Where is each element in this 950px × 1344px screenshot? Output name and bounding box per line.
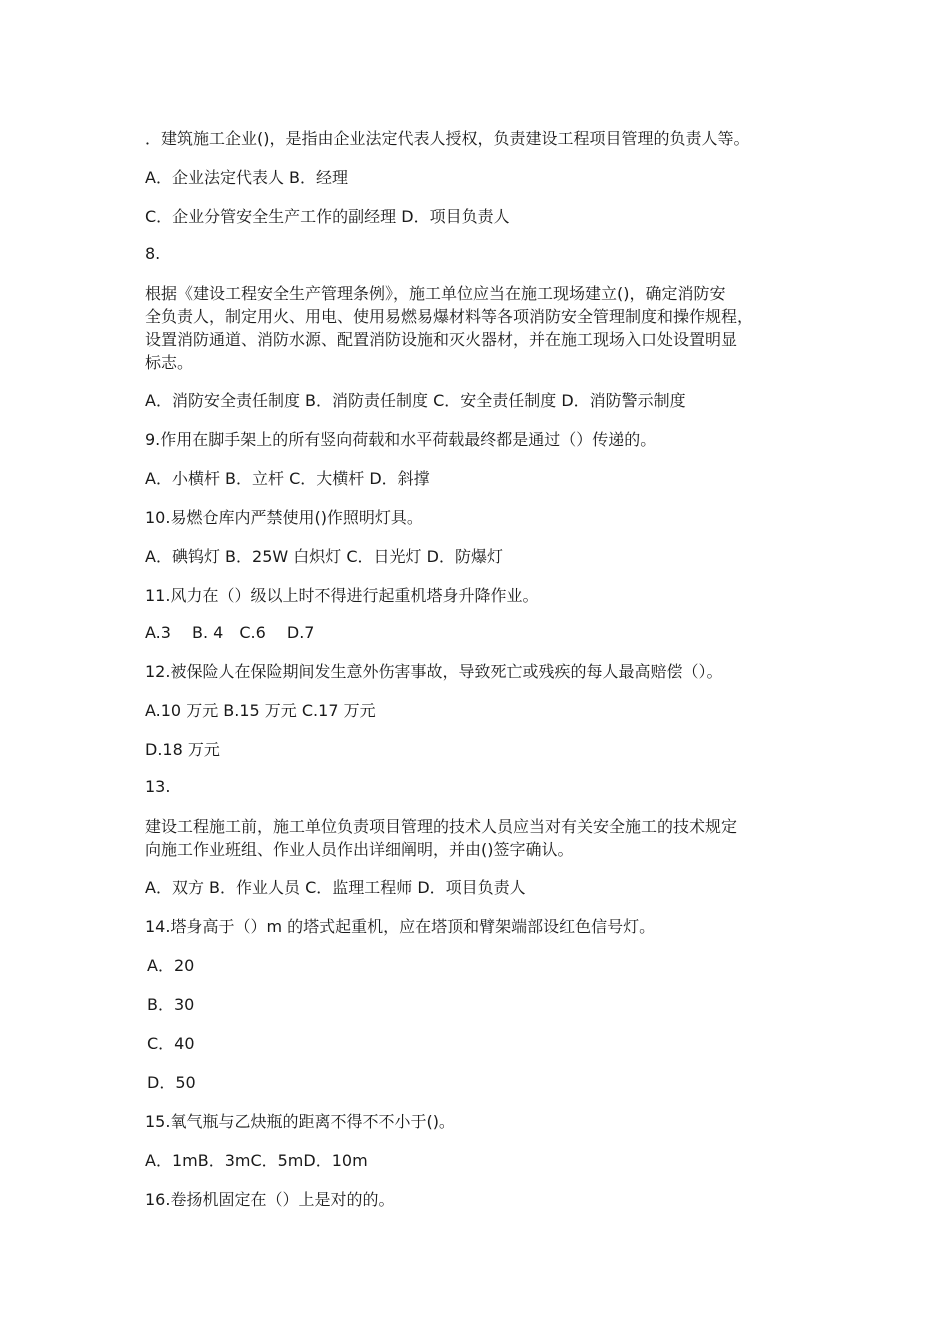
question-8-line-2: 全负责人，制定用火、用电、使用易燃易爆材料等各项消防安全管理制度和操作规程， [145, 307, 754, 326]
question-14-option-c: C．40 [147, 1034, 195, 1053]
question-14-option-b: B．30 [147, 995, 195, 1014]
question-12-options-abc: A.10 万元 B.15 万元 C.17 万元 [145, 701, 376, 720]
question-10: 10.易燃仓库内严禁使用()作照明灯具。 [145, 508, 423, 527]
question-11-options: A.3 B. 4 C.6 D.7 [145, 623, 315, 642]
question-8-line-4: 标志。 [145, 353, 194, 372]
question-7-options-ab: A．企业法定代表人 B．经理 [145, 168, 349, 187]
question-7: ．建筑施工企业()，是指由企业法定代表人授权，负责建设工程项目管理的负责人等。 [145, 129, 750, 148]
question-10-options: A．碘钨灯 B．25W 白炽灯 C．日光灯 D．防爆灯 [145, 547, 503, 566]
question-12-option-d: D.18 万元 [145, 740, 220, 759]
question-15-options: A．1mB．3mC．5mD．10m [145, 1151, 368, 1170]
question-13-line-2: 向施工作业班组、作业人员作出详细阐明，并由()签字确认。 [145, 840, 574, 859]
question-13-text [145, 815, 805, 861]
question-12: 12.被保险人在保险期间发生意外伤害事故，导致死亡或残疾的每人最高赔偿（）。 [145, 662, 723, 681]
question-13-number: 13. [145, 777, 171, 796]
question-8-options: A．消防安全责任制度 B．消防责任制度 C．安全责任制度 D．消防警示制度 [145, 391, 686, 410]
question-14-option-a: A．20 [147, 956, 195, 975]
question-14-option-d: D．50 [147, 1073, 196, 1092]
question-16: 16.卷扬机固定在（）上是对的的。 [145, 1190, 395, 1209]
question-9: 9.作用在脚手架上的所有竖向荷载和水平荷载最终都是通过（）传递的。 [145, 430, 657, 449]
question-8-line-3: 设置消防通道、消防水源、配置消防设施和灭火器材，并在施工现场入口处设置明显 [145, 330, 738, 349]
question-7-options-cd: C．企业分管安全生产工作的副经理 D．项目负责人 [145, 207, 510, 226]
question-13-options: A．双方 B．作业人员 C．监理工程师 D．项目负责人 [145, 878, 526, 897]
question-15: 15.氧气瓶与乙炔瓶的距离不得不不小于()。 [145, 1112, 455, 1131]
question-8-number: 8. [145, 244, 161, 263]
question-8-text [145, 282, 805, 374]
question-9-options: A．小横杆 B．立杆 C．大横杆 D．斜撑 [145, 469, 430, 488]
question-13-line-1: 建设工程施工前，施工单位负责项目管理的技术人员应当对有关安全施工的技术规定 [145, 817, 738, 836]
question-14: 14.塔身高于（）m 的塔式起重机，应在塔顶和臂架端部设红色信号灯。 [145, 917, 656, 936]
question-11: 11.风力在（）级以上时不得进行起重机塔身升降作业。 [145, 586, 539, 605]
question-8-line-1: 根据《建设工程安全生产管理条例》，施工单位应当在施工现场建立()，确定消防安 [145, 284, 726, 303]
